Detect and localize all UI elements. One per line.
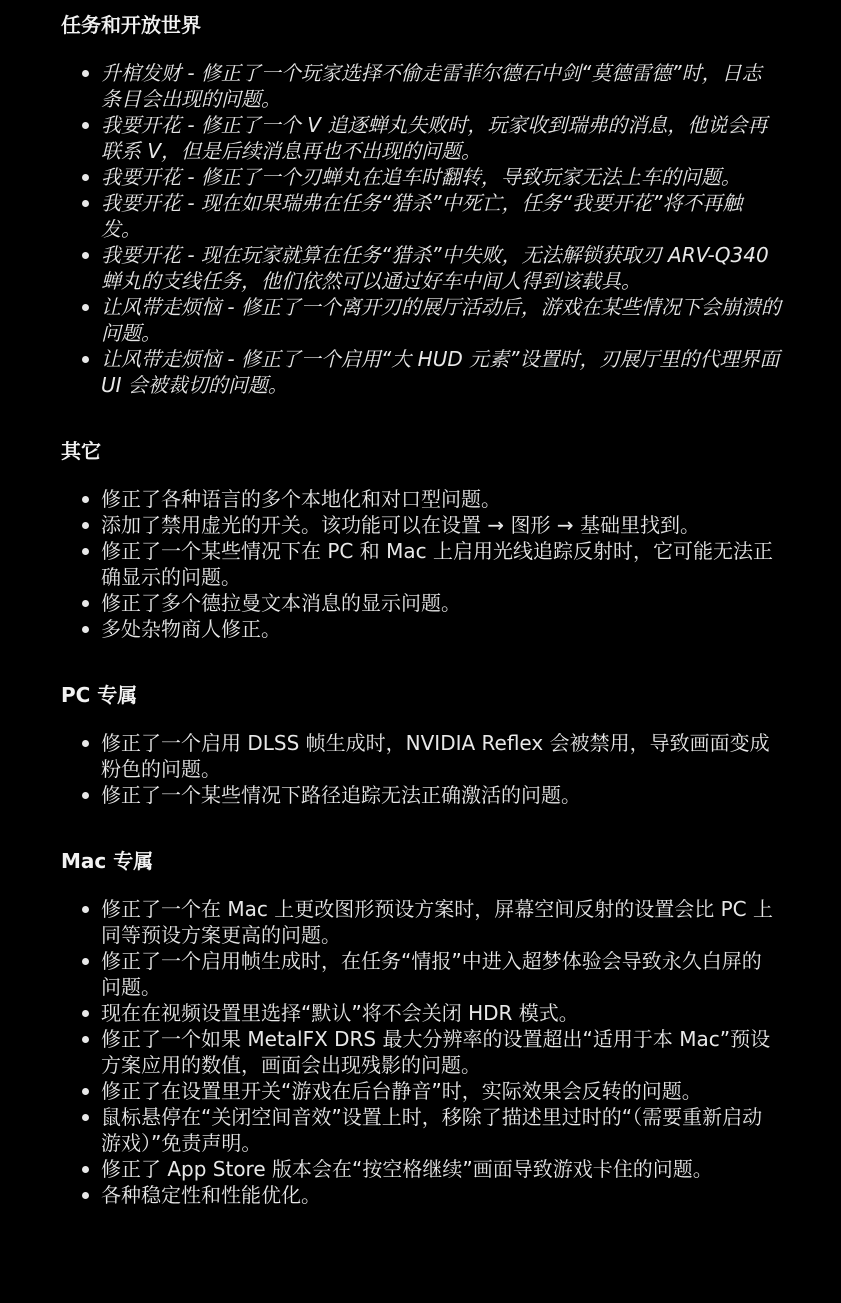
list-item-text: 各种稳定性和性能优化。 [101,1183,321,1207]
list-item [101,164,781,190]
section-heading: 其它 [61,439,101,463]
bullet-icon [82,522,89,529]
list-item-text: 让风带走烦恼 - 修正了一个离开刃的展厅活动后，游戏在某些情况下会崩溃的问题。 [101,295,781,345]
bullet-icon [82,792,89,799]
bullet-icon [82,1166,89,1173]
list-item-text: 添加了禁用虚光的开关。该功能可以在设置 → 图形 → 基础里找到。 [101,513,700,537]
section-pc-only [0,680,841,808]
list-item [101,590,781,616]
section-other [0,436,841,642]
list-item [101,538,781,590]
list-item-text: 我要开花 - 修正了一个 V 追逐蝉丸失败时，玩家收到瑞弗的消息，他说会再联系 V，但是后续消息再也不出现的问题。 [101,113,768,163]
bullet-icon [82,496,89,503]
list-item [101,242,781,294]
bullet-icon [82,70,89,77]
list-item-text: 修正了一个在 Mac 上更改图形预设方案时，屏幕空间反射的设置会比 PC 上同等预设方案更高的问题。 [101,897,773,947]
bullet-icon [82,548,89,555]
list-item [101,1000,781,1026]
list-item-text: 修正了一个某些情况下在 PC 和 Mac 上启用光线追踪反射时，它可能无法正确显示的问题。 [101,539,773,589]
list-item-text: 修正了多个德拉曼文本消息的显示问题。 [101,591,461,615]
section-heading: Mac 专属 [61,849,154,873]
list-item [101,1104,781,1156]
bullet-icon [82,304,89,311]
section-heading: 任务和开放世界 [61,13,201,37]
list-item-text: 修正了 App Store 版本会在“按空格继续”画面导致游戏卡住的问题。 [101,1157,713,1181]
list-item-text: 修正了一个如果 MetalFX DRS 最大分辨率的设置超出“适用于本 Mac”预设方案应用的数值，画面会出现残影的问题。 [101,1027,771,1077]
section-heading: PC 专属 [61,683,138,707]
list-item [101,948,781,1000]
bullet-icon [82,1010,89,1017]
list-item [101,294,781,346]
bullet-icon [82,1114,89,1121]
list-item [101,1026,781,1078]
list-item-text: 升棺发财 - 修正了一个玩家选择不偷走雷菲尔德石中剑“莫德雷德”时，日志条目会出现的问题。 [101,61,762,111]
section-quests-open-world [0,10,841,398]
item-list [0,60,841,398]
list-item-text: 我要开花 - 修正了一个刃蝉丸在追车时翻转，导致玩家无法上车的问题。 [101,165,741,189]
section-mac-only [0,846,841,1208]
item-list [0,730,841,808]
bullet-icon [82,122,89,129]
bullet-icon [82,740,89,747]
list-item [101,1156,781,1182]
item-list [0,486,841,642]
list-item-text: 修正了一个启用帧生成时，在任务“情报”中进入超梦体验会导致永久白屏的问题。 [101,949,762,999]
list-item-text: 鼠标悬停在“关闭空间音效”设置上时，移除了描述里过时的“（需要重新启动游戏）”免责声明。 [101,1105,763,1155]
list-item-text: 我要开花 - 现在玩家就算在任务“猎杀”中失败，无法解锁获取刃 ARV-Q340 蝉丸的支线任务，他们依然可以通过好车中间人得到该载具。 [101,243,769,293]
bullet-icon [82,1192,89,1199]
bullet-icon [82,200,89,207]
list-item [101,512,781,538]
bullet-icon [82,252,89,259]
bullet-icon [82,1088,89,1095]
list-item-text: 我要开花 - 现在如果瑞弗在任务“猎杀”中死亡，任务“我要开花”将不再触发。 [101,191,743,241]
list-item-text: 让风带走烦恼 - 修正了一个启用“大 HUD 元素”设置时，刃展厅里的代理界面 UI 会被裁切的问题。 [101,347,780,397]
list-item [101,486,781,512]
bullet-icon [82,958,89,965]
bullet-icon [82,906,89,913]
bullet-icon [82,600,89,607]
list-item [101,896,781,948]
list-item [101,730,781,782]
list-item-text: 修正了一个启用 DLSS 帧生成时，NVIDIA Reflex 会被禁用，导致画面变成粉色的问题。 [101,731,770,781]
list-item-text: 修正了在设置里开关“游戏在后台静音”时，实际效果会反转的问题。 [101,1079,702,1103]
list-item [101,190,781,242]
list-item [101,60,781,112]
section-spacer [0,642,841,680]
list-item [101,112,781,164]
item-list [0,896,841,1208]
list-item-text: 修正了一个某些情况下路径追踪无法正确激活的问题。 [101,783,581,807]
list-item [101,616,781,642]
list-item-text: 修正了各种语言的多个本地化和对口型问题。 [101,487,501,511]
section-spacer [0,398,841,436]
list-item [101,1078,781,1104]
section-spacer [0,808,841,846]
list-item [101,782,781,808]
list-item [101,1182,781,1208]
list-item [101,346,781,398]
bullet-icon [82,1036,89,1043]
bullet-icon [82,356,89,363]
list-item-text: 多处杂物商人修正。 [101,617,281,641]
bullet-icon [82,626,89,633]
bullet-icon [82,174,89,181]
list-item-text: 现在在视频设置里选择“默认”将不会关闭 HDR 模式。 [101,1001,579,1025]
